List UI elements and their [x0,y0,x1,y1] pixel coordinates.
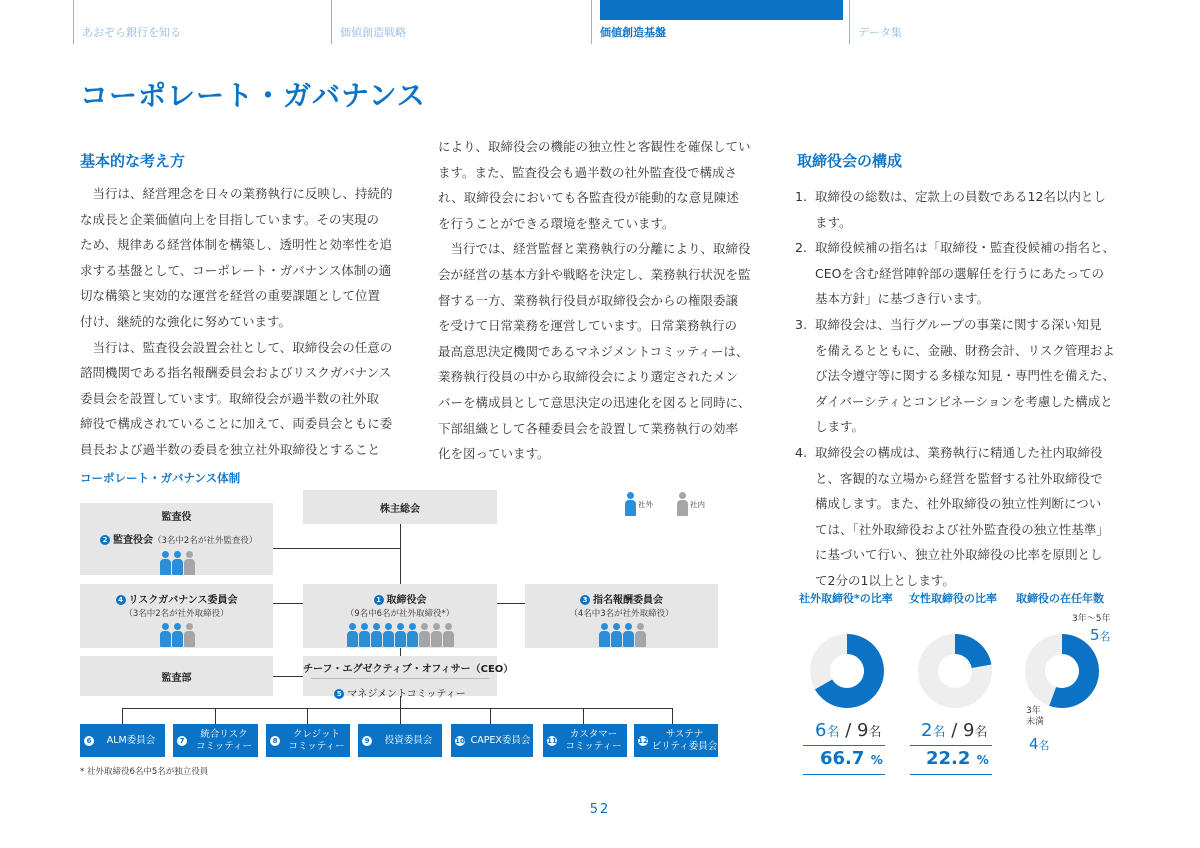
paragraph-line: 求する基盤として、コーポレート・ガバナンス体制の適 [80,262,392,278]
committee-label: 投資委員会 [384,734,433,746]
paragraph-line: な成長と企業価値向上を目指しています。その実現の [80,211,380,227]
page-number: 52 [589,802,611,817]
paragraph-line: バーを構成員として意思決定の迅速化を図ると同時に、 [438,394,751,410]
paragraph-line: 会が経営の基本方針や戦略を決定し、業務執行状況を監 [438,266,751,282]
paragraph-line: 付け、継続的な強化に努めています。 [80,313,292,329]
board-note: （9名中6名が社外取締役*） [345,609,455,619]
board-name: 取締役会 [386,595,427,606]
auditor-board-name: 監査役会 [113,535,153,546]
committee-label: クレジット コミッティー [288,728,345,752]
paragraph-line: 業務執行役員の中から取締役会により選定されたメン [438,369,739,385]
item-number: 4. [795,444,807,460]
nav-tab-label: データ集 [858,26,902,39]
external-ratio-donut [815,634,884,708]
number-badge: 10 [455,736,465,745]
footnote: * 社外取締役6名中5名が独立役員 [80,767,209,777]
female-ratio-donut [928,634,991,698]
item-line: ます。 [815,214,852,230]
number-badge: 5 [334,689,344,699]
paragraph-line: れ、取締役会においても各監査役が能動的な意見陳述 [438,190,739,206]
divider [803,774,885,775]
divider [910,774,992,775]
committee-label: サステナ ビリティ委員会 [651,728,718,752]
ceo-title: チーフ・エグゼクティブ・オフィサー（CEO） [303,664,514,675]
audit-dept-label: 監査部 [161,673,192,684]
number-badge: 1 [374,595,384,605]
paragraph-line: 委員会を設置しています。取締役会が過半数の社外取 [80,390,380,406]
number-badge: 3 [580,595,590,605]
paragraph-line: 切な構築と実効的な運営を経営の重要課題として位置 [80,288,381,304]
item-line: 構成します。また、社外取締役の独立性判断につい [815,496,1102,512]
paragraph-line: 締役で構成されていることに加えて、両委員会ともに委 [80,416,393,432]
tenure-heading: 取締役の在任年数 [1016,592,1104,605]
paragraph-line: を行うことができる環境を整えています。 [438,215,675,231]
tenure-a-value: 5名 [1090,626,1111,644]
female-ratio-pct: 22.2 % [926,748,989,769]
item-line: 基本方針」に基づき行います。 [815,291,990,307]
external-ratio-heading: 社外取締役*の比率 [799,592,893,605]
item-line: て2分の1以上とします。 [815,572,955,588]
number-badge: 6 [84,736,94,746]
tenure-a-label: 3年～5年 [1072,614,1111,624]
item-line: 取締役会の構成は、業務執行に精通した社内取締役 [815,444,1103,460]
female-ratio-fraction: 2名 / 9名 [921,720,988,741]
committee-label: カスタマー コミッティー [565,728,622,752]
item-line: CEOを含む経営陣幹部の選解任を行うにあたっての [815,265,1104,281]
number-badge: 8 [270,736,280,746]
number-badge: 7 [177,736,187,746]
external-ratio-fraction: 6名 / 9名 [815,720,882,741]
nav-tab-label: 価値創造基盤 [600,26,666,39]
item-line: ては、「社外取締役および社外監査役の独立性基準」 [815,521,1109,537]
auditor-board-note: （3名中2名が社外監査役） [153,536,258,546]
composition-heading: 取締役会の構成 [797,152,903,170]
committee-label: 統合リスク コミッティー [195,728,253,752]
nav-tab-label: あおぞら銀行を知る [82,26,181,39]
item-line: と、客観的な立場から経営を監督する社外取締役で [815,470,1103,486]
item-number: 2. [795,240,807,256]
diagram-label: コーポレート・ガバナンス体制 [80,471,241,485]
paragraph-line: ため、規律ある経営体制を構築し、透明性と効率性を追 [80,237,393,253]
tenure-donut [1035,634,1099,708]
number-badge: 2 [100,535,110,545]
paragraph-line: 化を図っています。 [438,446,550,462]
paragraph-line: を受けて日常業務を運営しています。日常業務執行の [438,318,738,334]
paragraph-line: 員長および過半数の委員を独立社外取締役とすること [80,441,381,457]
female-ratio-segment [955,634,991,668]
risk-committee-note: （3名中2名が社外取締役） [124,609,229,619]
paragraph-line: 諮問機関である指名報酬委員会およびリスクガバナンス [80,365,392,381]
divider [910,745,992,746]
number-badge: 11 [547,736,557,745]
female-ratio-heading: 女性取締役の比率 [909,592,997,605]
committee-label: CAPEX委員会 [470,734,531,746]
nav-tab-label: 価値創造戦略 [340,26,406,39]
paragraph-line: により、取締役会の機能の独立性と客観性を確保してい [438,139,751,154]
paragraph-line: 下部組織として各種委員会を設置して業務執行の効率 [438,420,739,436]
legend-external-label: 社外 [638,499,653,509]
page-title: コーポレート・ガバナンス [80,79,426,112]
basic-heading: 基本的な考え方 [80,152,186,170]
auditor-title: 監査役 [161,512,192,523]
management-committee-label: マネジメントコミッティー [347,689,466,700]
tenure-b-label: 3年 未満 [1026,706,1045,727]
item-line: 取締役会は、当行グループの事業に関する深い知見 [815,316,1102,332]
nomination-committee-name: 指名報酬委員会 [593,595,663,606]
paragraph-line: 当行は、経営理念を日々の業務執行に反映し、持続的 [92,186,393,201]
number-badge: 12 [638,736,648,745]
tenure-b-value: 4名 [1029,735,1050,753]
paragraph-line: 当行は、監査役会設置会社として、取締役会の任意の [92,339,393,355]
number-badge: 4 [116,595,126,605]
number-badge: 9 [362,736,372,746]
paragraph-line: ます。また、監査役会も過半数の社外監査役で構成さ [438,164,738,180]
item-number: 1. [795,189,807,204]
paragraph-line: 督する一方、業務執行役員が取締役会からの権限委譲 [438,292,739,308]
shareholders-label: 株主総会 [380,504,420,515]
item-line: を備えるとともに、金融、財務会計、リスク管理およ [815,342,1115,358]
nomination-committee-note: （4名中3名が社外取締役） [569,609,674,619]
item-number: 3. [795,316,807,332]
item-line: ダイバーシティとコンビネーションを考慮した構成と [815,393,1113,409]
external-ratio-pct: 66.7 % [820,748,883,769]
paragraph-line: 当行では、経営監督と業務執行の分離により、取締役 [450,241,751,257]
committee-label: ALM委員会 [106,734,156,746]
legend-internal-label: 社内 [690,499,705,509]
divider [803,745,885,746]
item-line: に基づいて行い、独立社外取締役の比率を原則とし [815,547,1103,563]
item-line: 取締役候補の指名は「取締役・監査役候補の指名と、 [815,240,1116,256]
item-line: します。 [815,419,865,435]
item-line: び法令遵守等に関する多様な知見・専門性を備えた、 [815,368,1116,384]
risk-committee-name: リスクガバナンス委員会 [128,595,238,606]
item-line: 取締役の総数は、定款上の員数である12名以内とし [815,189,1106,204]
paragraph-line: 最高意思決定機関であるマネジメントコミッティーは、 [438,343,749,359]
